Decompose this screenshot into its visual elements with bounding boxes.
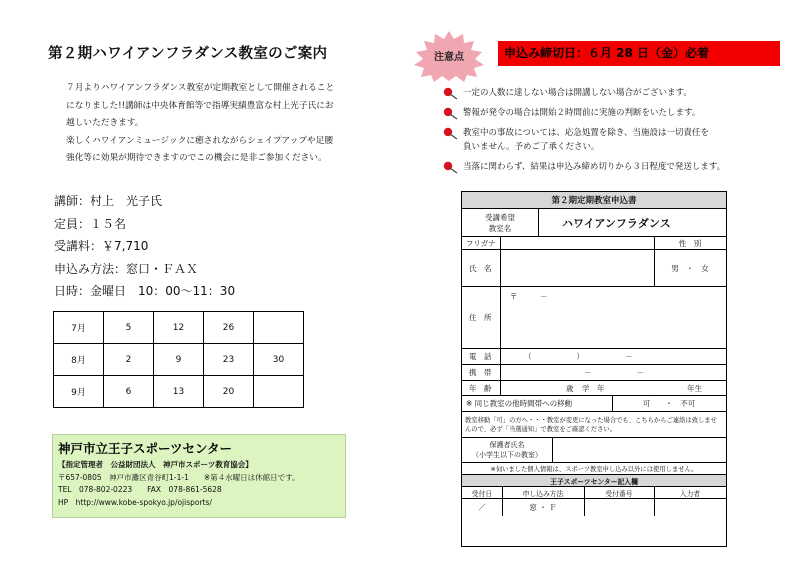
center-address: 〒657-0805 神戸市灘区青谷町1-1-1 ※第４水曜日は休館日です。 [58,472,300,482]
capacity: 定員：１５名 [54,216,127,231]
office-header: 王子スポーツセンター記入欄 [550,477,638,486]
form-mobile-row [462,365,726,381]
note-text: 教室中の事故については、応急処置を除き、当施設は一切責任を [463,128,709,138]
mobile-field[interactable]: － － [584,368,644,377]
guardian-label-line: 保護者氏名 [489,441,525,449]
intro-line: ７月よりハワイアンフラダンス教室が定期教室として開催されること [66,83,335,93]
table-cell: 2 [104,344,154,376]
move-question: ※ 同じ教室の他時間帯への移動 [466,399,573,408]
application-form [461,191,727,547]
notes-list [441,86,781,180]
guardian-name-field[interactable] [554,438,724,462]
datetime: 日時：金曜日 10：00～11：30 [54,284,236,298]
table-cell: 6 [104,376,154,408]
intro-line: になりました!!講師は中央体育館等で指導実績豊富な村上光子氏にお [66,100,334,111]
table-row [54,312,304,344]
apply-method: 申込み方法：窓口・ＦＡＸ [54,261,199,276]
pushpin-icon [441,86,459,100]
guardian-label [462,438,552,462]
table-cell: 26 [204,312,254,344]
table-cell: 9 [154,344,204,376]
postal-code-field[interactable]: 〒 － [510,292,548,301]
table-cell: 23 [204,344,254,376]
class-label-line: 受講希望 [485,212,515,222]
table-cell: 5 [104,312,154,344]
caution-badge-label: 注意点 [434,52,464,63]
furigana-field[interactable] [502,237,652,249]
office-header-row [462,475,726,487]
center-manager: 【指定管理者 公益財団法人 神戸市スポーツ教育協会】 [58,460,253,469]
office-col: 受付日 [471,489,493,498]
name-label: 氏 名 [469,263,492,273]
move-options[interactable]: 可 ・ 不可 [642,399,696,408]
form-move-note-row [462,412,726,438]
furigana-label: フリガナ [466,238,496,248]
table-row [54,344,304,376]
intro-line: 楽しくハワイアンミュージックに癒されながらシェイプアップや足腰 [66,135,334,146]
name-field[interactable] [502,250,652,286]
office-cols-row [462,487,726,499]
instructor: 講師：村上 光子氏 [54,194,163,208]
office-val: ／ [478,503,486,512]
list-item [441,86,781,100]
pushpin-icon [441,106,459,120]
address-label: 住 所 [469,313,492,322]
form-address-row [462,287,726,349]
deadline-banner: 申込み締切日：６月 28 日（金）必着 [498,41,780,66]
office-val: 窓 ・ Ｆ [529,503,557,512]
form-title: 第２期定期教室申込書 [551,196,637,206]
pushpin-icon [441,126,459,140]
phone-label: 電 話 [469,352,492,361]
center-name: 神戸市立王子スポーツセンター [58,441,233,456]
table-cell: 8月 [54,344,104,376]
table-cell: 20 [204,376,254,408]
page-title: 第２期ハワイアンフラダンス教室のご案内 [48,46,328,62]
intro-line: 強化等に効果が期待できますのでこの機会に是非ご参加ください。 [66,153,327,163]
guardian-label-line: （小学生以下の教室） [472,451,542,459]
schedule-table [53,311,304,408]
form-furigana-row [462,237,726,250]
form-privacy-row [462,463,726,475]
office-val [654,499,726,516]
grade-suffix: 年生 [687,383,702,393]
table-cell: 9月 [54,376,104,408]
table-row [54,376,304,408]
form-age-row [462,381,726,396]
list-item [441,126,781,154]
office-vals-row [462,499,726,516]
table-cell: 12 [154,312,204,344]
office-col: 入力者 [679,489,701,498]
gender-options[interactable]: 男 ・ 女 [671,263,709,273]
office-col: 申し込み方法 [522,489,564,498]
age-label: 年 齢 [469,383,492,393]
center-homepage-link[interactable]: HP http://www.kobe-spokyo.jp/ojisports/ [58,497,212,507]
fee: 受講料：￥7,710 [54,239,149,253]
mobile-label: 携 帯 [469,368,492,377]
intro-text [66,80,366,168]
age-suffix: 歳 [566,383,574,393]
move-note: 教室移動「可」の方へ・・・教室が変更になった場合でも、こちらからご連絡は致しませんので、必ず「当選通知」で教室をご確認ください。 [465,416,717,433]
form-title-row [462,192,726,209]
class-label-line: 教室名 [488,223,512,233]
office-val [584,499,654,516]
note-text: 負いません。予めご了承ください。 [463,142,600,152]
gender-label: 性 別 [678,238,702,248]
center-tel-fax: TEL 078-802-0223 FAX 078-861-5628 [58,485,222,494]
table-cell [254,312,304,344]
pushpin-icon [441,160,459,174]
form-guardian-row [462,438,726,463]
form-phone-row [462,349,726,365]
privacy-note: ※伺いました個人情報は、スポーツ教室申し込み以外には使用しません。 [490,466,698,473]
office-col: 受付番号 [605,489,633,498]
class-label [462,209,538,236]
center-contact-box [52,434,346,518]
form-name-row [462,250,726,287]
table-cell: 7月 [54,312,104,344]
class-info [54,190,235,303]
phone-field[interactable]: （ ） － [524,352,633,361]
table-cell [254,376,304,408]
grade-label: 学 年 [582,383,605,393]
table-cell: 30 [254,344,304,376]
class-name: ハワイアンフラダンス [562,216,671,230]
list-item [441,106,781,120]
list-item [441,160,781,174]
form-move-row [462,396,726,412]
note-text: 警報が発令の場合は開始２時間前に実施の判断をいたします。 [463,108,701,118]
form-class-row [462,209,726,237]
intro-line: 越しいただきます。 [66,118,144,128]
note-text: 一定の人数に達しない場合は開講しない場合がございます。 [463,88,692,98]
note-text: 当落に関わらず、結果は申込み締め切りから３日程度で発送します。 [463,162,726,172]
table-cell: 13 [154,376,204,408]
